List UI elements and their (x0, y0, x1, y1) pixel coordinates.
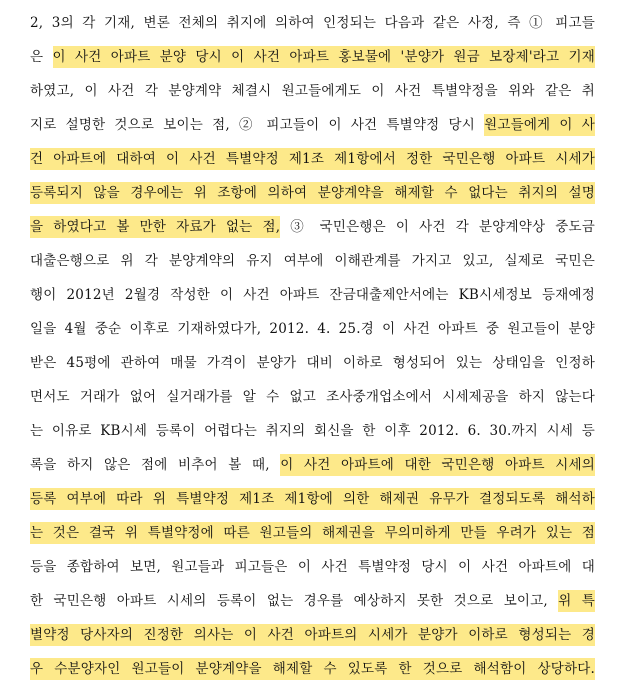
highlighted-text: 등록되지 않을 경우에는 위 조항에 의하여 분양계약을 해제할 수 없다는 취지의 설명 (30, 182, 595, 204)
text-line (30, 618, 595, 652)
text-line (30, 40, 595, 74)
highlighted-text: 건 아파트에 대하여 이 사건 특별약정 제1조 제1항에서 정한 국민은행 아파트 시세가 (30, 148, 595, 170)
text-segment: ③ 국민은행은 이 사건 각 분양계약상 중도금 (280, 219, 595, 235)
text-line (30, 448, 595, 482)
highlighted-text: 이 사건 아파트에 대한 국민은행 아파트 시세의 (280, 454, 595, 476)
text-line (30, 6, 595, 40)
text-segment: 한 국민은행 아파트 시세의 등록이 없는 경우를 예상하지 못한 것으로 보이고, (30, 593, 559, 609)
text-segment: 받은 45평에 관하여 매물 가격이 분양가 대비 이하로 형성되어 있는 상태임을 인정하 (30, 355, 595, 371)
text-segment: 하였고, 이 사건 각 분양계약 체결시 원고들에게도 이 사건 특별약정을 위와 같은 취 (30, 83, 595, 99)
highlighted-text: 우 수분양자인 원고들이 분양계약을 해제할 수 있도록 한 것으로 해석함이 상당하다. (30, 658, 595, 680)
text-line (30, 312, 595, 346)
text-line (30, 652, 595, 686)
text-segment: 지로 설명한 것으로 보이는 점, ② 피고들이 이 사건 특별약정 당시 (30, 117, 485, 133)
text-line (30, 108, 595, 142)
text-segment: 일을 4월 중순 이후로 기재하였다가, 2012. 4. 25.경 이 사건 아파트 중 원고들이 분양 (30, 321, 595, 337)
text-line (30, 74, 595, 108)
text-line (30, 210, 595, 244)
highlighted-text: 등록 여부에 따라 위 특별약정 제1조 제1항에 의한 해제권 유무가 결정되도록 해석하 (30, 488, 595, 510)
text-line (30, 142, 595, 176)
text-line (30, 380, 595, 414)
text-line (30, 584, 595, 618)
text-line (30, 346, 595, 380)
text-segment: 2, 3의 각 기재, 변론 전체의 취지에 의하여 인정되는 다음과 같은 사정, 즉 ① 피고들 (30, 15, 595, 31)
text-line (30, 550, 595, 584)
highlighted-text: 이 사건 아파트 분양 당시 이 사건 아파트 홍보물에 '분양가 원금 보장제'라고 기재 (53, 46, 596, 68)
text-line (30, 414, 595, 448)
text-segment: 면서도 거래가 없어 실거래가를 알 수 없고 조사중개업소에서 시세제공을 하지 않는다 (30, 389, 595, 405)
text-line (30, 244, 595, 278)
text-segment: 은 (30, 49, 53, 65)
text-line (30, 482, 595, 516)
text-segment: 록을 하지 않은 점에 비추어 볼 때, (30, 457, 281, 473)
text-segment: 대출은행으로 위 각 분양계약의 유지 여부에 이해관계를 가지고 있고, 실제로 국민은 (30, 253, 595, 269)
highlighted-text: 별약정 당사자의 진정한 의사는 이 사건 아파트의 시세가 분양가 이하로 형성되는 경 (30, 624, 595, 646)
text-segment: 행이 2012년 2월경 작성한 이 사건 아파트 잔금대출제안서에는 KB시세정보 등재예정 (30, 287, 595, 303)
text-segment: 는 이유로 KB시세 등록이 어렵다는 취지의 회신을 한 이후 2012. 6. 30.까지 시세 등 (30, 423, 595, 439)
text-segment: 등을 종합하여 보면, 원고들과 피고들은 이 사건 특별약정 당시 이 사건 아파트에 대 (30, 559, 595, 575)
text-line (30, 176, 595, 210)
text-line (30, 516, 595, 550)
highlighted-text: 위 특 (558, 590, 595, 612)
highlighted-text: 원고들에게 이 사 (484, 114, 595, 136)
highlighted-text: 을 하였다고 볼 만한 자료가 없는 점, (30, 216, 280, 238)
highlighted-text: 는 것은 결국 위 특별약정에 따른 원고들의 해제권을 무의미하게 만들 우려가 있는 점 (30, 522, 595, 544)
text-line (30, 278, 595, 312)
document-body (30, 6, 595, 686)
